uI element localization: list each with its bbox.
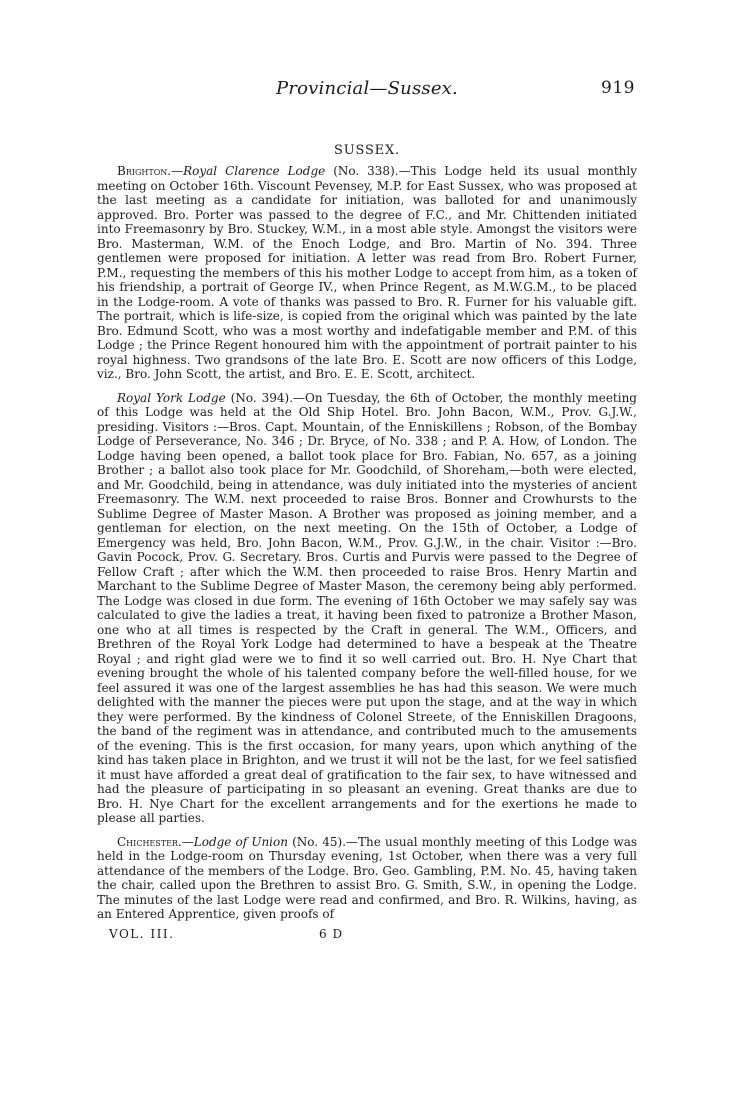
page-number: 919 [601, 78, 635, 98]
dash: — [171, 164, 184, 178]
paragraph-chichester-union [97, 835, 637, 922]
running-head [97, 78, 637, 106]
lodge-name: Royal York Lodge [117, 390, 226, 405]
paragraph-text: (No. 394).—On Tuesday, the 6th of October, the monthly meeting of this Lodge was held at the Old Ship Hotel. Bro. John Bacon, W.M., Prov. G.J.W., presiding. Visitors :—Bros. Capt. Mountain, of the Enniskillens ; Robson, of the Bombay Lodge of Perseverance, No. 346 ; Dr. Bryce, of No. 338 ; and P. A. How, of London. The Lodge having been opened, a ballot took place for Bro. Fabian, No. 657, as a joining Brother ; a ballot also took place for Mr. Goodchild, of Shoreham,—both were elected, and Mr. Goodchild, being in attendance, was duly initiated into the mysteries of ancient Freemasonry. The W.M. next proceeded to raise Bros. Bonner and Crowhursts to the Sublime Degree of Master Mason. A Brother was proposed as joining member, and a gentleman for election, on the next meeting. On the 15th of October, a Lodge of Emergency was held, Bro. John Bacon, W.M., Prov. G.J.W., in the chair. Visitor :—Bro. Gavin Pocock, Prov. G. Secretary. Bros. Curtis and Purvis were passed to the Degree of Fellow Craft ; after which the W.M. then proceeded to raise Bros. Henry Martin and Marchant to the Sublime Degree of Master Mason, the ceremony being ably performed. The Lodge was closed in due form. The evening of 16th October we may safely say was calculated to give the ladies a treat, it having been fixed to patronize a Brother Mason, one who at all times is respected by the Craft in general. The W.M., Officers, and Brethren of the Royal York Lodge had determined to have a bespeak at the Theatre Royal ; and right glad were we to find it so well carried out. Bro. H. Nye Chart that evening brought the whole of his talented company before the well-filled house, for we feel assured it was one of the largest assemblies he has had this season. We were much delighted with the manner the pieces were put upon the stage, and at the way in which they were performed. By the kindness of Colonel Streete, of the Enniskillen Dragoons, the band of the regiment was in attendance, and contributed much to the amusements of the evening. This is the first occasion, for many years, upon which anything of the kind has taken place in Brighton, and we trust it will not be the last, for we feel satisfied it must have afforded a great deal of gratification to the fair sex, to have witnessed and had the pleasure of participating in so pleasant an evening. Great thanks are due to Bro. H. Nye Chart for the excellent arrangements and for the exertions he made to please all parties. [97, 390, 637, 825]
place-name: Chichester. [117, 834, 182, 849]
paragraph-text: (No. 338).—This Lodge held its usual monthly meeting on October 16th. Viscount Pevensey, M.P. for East Sussex, who was proposed at the last meeting as a candidate for initiation, was balloted for and unanimously approved. Bro. Porter was passed to the degree of F.C., and Mr. Chittenden initiated into Freemasonry by Bro. Stuckey, W.M., in a most able style. Amongst the visitors were Bro. Masterman, W.M. of the Enoch Lodge, and Bro. Martin of No. 394. Three gentlemen were proposed for initiation. A letter was read from Bro. Robert Furner, P.M., requesting the members of this his mother Lodge to accept from him, as a token of his friendship, a portrait of George IV., when Prince Regent, as M.W.G.M., to be placed in the Lodge-room. A vote of thanks was passed to Bro. R. Furner for his valuable gift. The portrait, which is life-size, is copied from the original which was painted by the late Bro. Edmund Scott, who was a most worthy and indefatigable member and P.M. of this Lodge ; the Prince Regent honoured him with the appointment of portrait painter to his royal highness. Two grandsons of the late Bro. E. Scott are now officers of this Lodge, viz., Bro. John Scott, the artist, and Bro. E. E. Scott, architect. [97, 164, 637, 381]
document-page [97, 78, 637, 945]
signature-mark: 6 D [319, 926, 344, 941]
paragraph-text: (No. 45).—The usual monthly meeting of this Lodge was held in the Lodge-room on Thursday evening, 1st October, when there was a very full attendance of the members of the Lodge. Bro. Geo. Gambling, P.M. No. 45, having taken the chair, called upon the Brethren to assist Bro. G. Smith, S.W., in opening the Lodge. The minutes of the last Lodge were read and confirmed, and Bro. R. Wilkins, having, as an Entered Apprentice, given proofs of [97, 834, 638, 921]
page-footer [97, 927, 637, 945]
paragraph-royal-york [97, 391, 637, 826]
lodge-name: Royal Clarence Lodge [183, 164, 326, 178]
dash: — [181, 834, 194, 849]
section-heading: SUSSEX. [334, 143, 400, 158]
running-title: Provincial—Sussex. [276, 78, 458, 99]
paragraph-brighton-royal-clarence [97, 164, 637, 382]
place-name: Brighton. [117, 164, 172, 178]
volume-number: VOL. III. [109, 926, 175, 941]
lodge-name: Lodge of Union [193, 834, 288, 849]
